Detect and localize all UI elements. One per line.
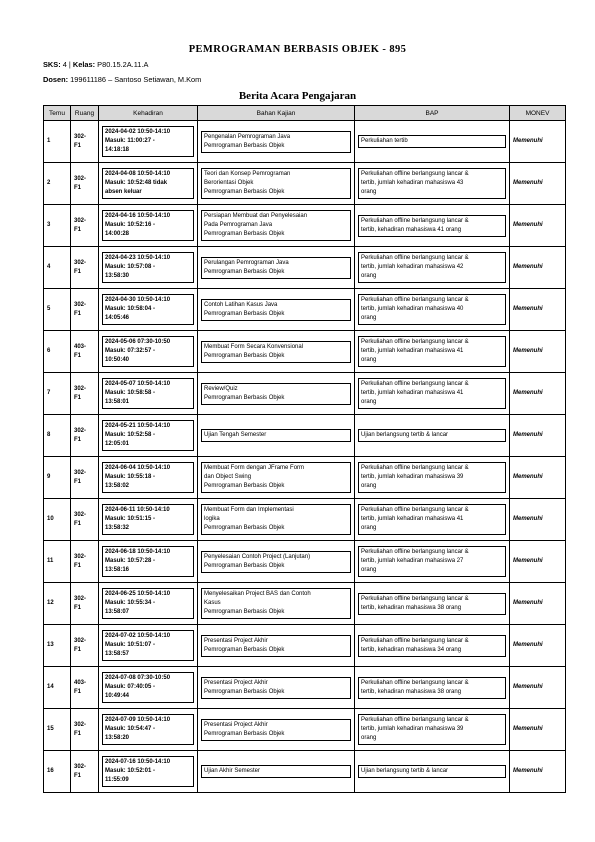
row-monev: Memenuhi bbox=[510, 247, 566, 289]
row-ruang: 302- F1 bbox=[71, 289, 99, 331]
row-bahan-kajian-text: Membuat Form Secara Konvensional Pemrograman Berbasis Objek bbox=[201, 341, 351, 363]
row-kehadiran bbox=[99, 499, 198, 541]
row-bap-text: Perkuliahan offline berlangsung lancar & tertib, jumlah kehadiran mahasiswa 42 orang bbox=[358, 252, 506, 283]
row-kehadiran bbox=[99, 205, 198, 247]
row-bap-text: Perkuliahan offline berlangsung lancar & tertib, jumlah kehadiran mahasiswa 39 orang bbox=[358, 462, 506, 493]
row-monev: Memenuhi bbox=[510, 499, 566, 541]
row-bap-text: Perkuliahan offline berlangsung lancar & tertib, kehadiran mahasiswa 38 orang bbox=[358, 593, 506, 615]
row-bap bbox=[355, 583, 510, 625]
row-bap bbox=[355, 163, 510, 205]
row-bahan-kajian-text: Teori dan Konsep Pemrograman Berorientasi Objek Pemrograman Berbasis Objek bbox=[201, 168, 351, 199]
row-temu: 7 bbox=[44, 373, 71, 415]
row-temu: 15 bbox=[44, 709, 71, 751]
row-ruang: 302- F1 bbox=[71, 583, 99, 625]
col-header-monev: MONEV bbox=[510, 106, 566, 121]
row-ruang: 403- F1 bbox=[71, 331, 99, 373]
row-bap-text: Perkuliahan offline berlangsung lancar & tertib, jumlah kehadiran mahasiswa 41 orang bbox=[358, 336, 506, 367]
row-kehadiran-text: 2024-04-02 10:50-14:10 Masuk: 11:00:27 - 14:18:18 bbox=[102, 126, 194, 157]
row-kehadiran bbox=[99, 583, 198, 625]
row-bahan-kajian bbox=[198, 583, 355, 625]
row-ruang: 302- F1 bbox=[71, 625, 99, 667]
col-header-temu: Temu bbox=[44, 106, 71, 121]
table-row bbox=[44, 751, 566, 793]
row-ruang: 302- F1 bbox=[71, 373, 99, 415]
row-kehadiran bbox=[99, 751, 198, 793]
row-ruang: 302- F1 bbox=[71, 541, 99, 583]
row-bahan-kajian-text: Presentasi Project Akhir Pemrograman Berbasis Objek bbox=[201, 635, 351, 657]
row-ruang: 302- F1 bbox=[71, 205, 99, 247]
row-monev: Memenuhi bbox=[510, 583, 566, 625]
table-row bbox=[44, 331, 566, 373]
bap-table bbox=[43, 105, 566, 793]
row-bahan-kajian-text: Membuat Form dengan JFrame Form dan Object Swing Pemrograman Berbasis Objek bbox=[201, 462, 351, 493]
row-bahan-kajian bbox=[198, 667, 355, 709]
row-monev: Memenuhi bbox=[510, 667, 566, 709]
row-bahan-kajian-text: Penyelesaian Contoh Project (Lanjutan) Pemrograman Berbasis Objek bbox=[201, 551, 351, 573]
row-bahan-kajian bbox=[198, 541, 355, 583]
row-bap bbox=[355, 247, 510, 289]
row-monev: Memenuhi bbox=[510, 541, 566, 583]
row-monev: Memenuhi bbox=[510, 331, 566, 373]
row-bap-text: Perkuliahan offline berlangsung lancar & tertib, jumlah kehadiran mahasiswa 43 orang bbox=[358, 168, 506, 199]
col-header-bahan-kajian: Bahan Kajian bbox=[198, 106, 355, 121]
row-kehadiran-text: 2024-07-08 07:30-10:50 Masuk: 07:40:05 - 10:49:44 bbox=[102, 672, 194, 703]
row-bahan-kajian bbox=[198, 163, 355, 205]
row-bahan-kajian bbox=[198, 247, 355, 289]
row-bahan-kajian-text: Ujian Akhir Semester bbox=[201, 765, 351, 778]
row-monev: Memenuhi bbox=[510, 625, 566, 667]
row-kehadiran-text: 2024-04-30 10:50-14:10 Masuk: 10:58:04 - 14:05:46 bbox=[102, 294, 194, 325]
row-ruang: 302- F1 bbox=[71, 499, 99, 541]
row-kehadiran-text: 2024-04-16 10:50-14:10 Masuk: 10:52:16 - 14:00:28 bbox=[102, 210, 194, 241]
row-bap bbox=[355, 709, 510, 751]
row-bap-text: Perkuliahan offline berlangsung lancar & tertib, jumlah kehadiran mahasiswa 39 orang bbox=[358, 714, 506, 745]
row-bap-text: Ujian berlangsung tertib & lancar bbox=[358, 429, 506, 442]
row-bap bbox=[355, 541, 510, 583]
row-kehadiran-text: 2024-04-08 10:50-14:10 Masuk: 10:52:48 tidak absen keluar bbox=[102, 168, 194, 199]
row-bahan-kajian-text: Membuat Form dan Implementasi logika Pemrograman Berbasis Objek bbox=[201, 504, 351, 535]
table-row bbox=[44, 667, 566, 709]
row-temu: 10 bbox=[44, 499, 71, 541]
dosen-label: Dosen: bbox=[43, 75, 69, 84]
row-temu: 13 bbox=[44, 625, 71, 667]
row-temu: 12 bbox=[44, 583, 71, 625]
kelas-label: Kelas: bbox=[72, 60, 96, 69]
row-bahan-kajian-text: Persiapan Membuat dan Penyelesaian Pada Pemrograman Java Pemrograman Berbasis Objek bbox=[201, 210, 351, 241]
row-kehadiran bbox=[99, 667, 198, 709]
row-temu: 11 bbox=[44, 541, 71, 583]
row-kehadiran-text: 2024-06-25 10:50-14:10 Masuk: 10:55:34 - 13:58:07 bbox=[102, 588, 194, 619]
row-temu: 8 bbox=[44, 415, 71, 457]
row-bahan-kajian bbox=[198, 373, 355, 415]
row-monev: Memenuhi bbox=[510, 751, 566, 793]
row-temu: 14 bbox=[44, 667, 71, 709]
row-temu: 5 bbox=[44, 289, 71, 331]
table-row bbox=[44, 457, 566, 499]
table-row bbox=[44, 373, 566, 415]
row-bap bbox=[355, 625, 510, 667]
row-kehadiran bbox=[99, 709, 198, 751]
row-bahan-kajian-text: Review/Quiz Pemrograman Berbasis Objek bbox=[201, 383, 351, 405]
table-row bbox=[44, 499, 566, 541]
row-kehadiran bbox=[99, 457, 198, 499]
row-kehadiran bbox=[99, 163, 198, 205]
row-bahan-kajian bbox=[198, 709, 355, 751]
section-title: Berita Acara Pengajaran bbox=[238, 90, 357, 102]
kelas-value: P80.15.2A.11.A bbox=[97, 60, 149, 69]
row-temu: 1 bbox=[44, 121, 71, 163]
row-monev: Memenuhi bbox=[510, 121, 566, 163]
row-bap bbox=[355, 373, 510, 415]
row-temu: 3 bbox=[44, 205, 71, 247]
row-bap-text: Perkuliahan offline berlangsung lancar & tertib, jumlah kehadiran mahasiswa 41 orang bbox=[358, 378, 506, 409]
row-bap-text: Ujian berlangsung tertib & lancar bbox=[358, 765, 506, 778]
row-bahan-kajian bbox=[198, 205, 355, 247]
row-ruang: 302- F1 bbox=[71, 163, 99, 205]
row-bahan-kajian-text: Ujian Tengah Semester bbox=[201, 429, 351, 442]
row-monev: Memenuhi bbox=[510, 289, 566, 331]
dosen-line bbox=[43, 75, 201, 84]
table-row bbox=[44, 163, 566, 205]
row-ruang: 403- F1 bbox=[71, 667, 99, 709]
row-bap bbox=[355, 415, 510, 457]
row-bahan-kajian-text: Contoh Latihan Kasus Java Pemrograman Berbasis Objek bbox=[201, 299, 351, 321]
separator: | bbox=[68, 60, 71, 69]
row-temu: 2 bbox=[44, 163, 71, 205]
row-ruang: 302- F1 bbox=[71, 247, 99, 289]
row-kehadiran bbox=[99, 415, 198, 457]
row-bap-text: Perkuliahan offline berlangsung lancar & tertib, jumlah kehadiran mahasiswa 41 orang bbox=[358, 504, 506, 535]
row-bap-text: Perkuliahan offline berlangsung lancar & tertib, kehadiran mahasiswa 38 orang bbox=[358, 677, 506, 699]
row-bahan-kajian bbox=[198, 499, 355, 541]
row-kehadiran-text: 2024-06-11 10:50-14:10 Masuk: 10:51:15 - 13:58:32 bbox=[102, 504, 194, 535]
row-monev: Memenuhi bbox=[510, 163, 566, 205]
row-bahan-kajian bbox=[198, 625, 355, 667]
table-row bbox=[44, 415, 566, 457]
row-bahan-kajian-text: Perulangan Pemrograman Java Pemrograman Berbasis Objek bbox=[201, 257, 351, 279]
row-bap bbox=[355, 667, 510, 709]
row-bap bbox=[355, 121, 510, 163]
row-kehadiran-text: 2024-07-09 10:50-14:10 Masuk: 10:54:47 - 13:58:20 bbox=[102, 714, 194, 745]
row-ruang: 302- F1 bbox=[71, 121, 99, 163]
col-header-bap: BAP bbox=[355, 106, 510, 121]
row-ruang: 302- F1 bbox=[71, 415, 99, 457]
sks-kelas-line bbox=[43, 60, 148, 69]
row-kehadiran bbox=[99, 121, 198, 163]
row-bahan-kajian-text: Presentasi Project Akhir Pemrograman Berbasis Objek bbox=[201, 719, 351, 741]
row-kehadiran bbox=[99, 373, 198, 415]
row-bahan-kajian bbox=[198, 415, 355, 457]
row-monev: Memenuhi bbox=[510, 457, 566, 499]
row-bap-text: Perkuliahan tertib bbox=[358, 135, 506, 148]
row-kehadiran-text: 2024-04-23 10:50-14:10 Masuk: 10:57:08 - 13:58:30 bbox=[102, 252, 194, 283]
table-header-row bbox=[44, 106, 566, 121]
row-bap bbox=[355, 289, 510, 331]
row-monev: Memenuhi bbox=[510, 373, 566, 415]
table-row bbox=[44, 583, 566, 625]
row-ruang: 302- F1 bbox=[71, 709, 99, 751]
page-title: PEMROGRAMAN BERBASIS OBJEK - 895 bbox=[188, 44, 407, 55]
row-monev: Memenuhi bbox=[510, 205, 566, 247]
row-kehadiran-text: 2024-07-02 10:50-14:10 Masuk: 10:51:07 - 13:58:57 bbox=[102, 630, 194, 661]
row-kehadiran bbox=[99, 331, 198, 373]
row-bap bbox=[355, 751, 510, 793]
row-bap-text: Perkuliahan offline berlangsung lancar & tertib, jumlah kehadiran mahasiswa 27 orang bbox=[358, 546, 506, 577]
row-kehadiran bbox=[99, 625, 198, 667]
table-row bbox=[44, 247, 566, 289]
row-kehadiran bbox=[99, 247, 198, 289]
row-bahan-kajian bbox=[198, 289, 355, 331]
row-bap bbox=[355, 499, 510, 541]
table-row bbox=[44, 121, 566, 163]
dosen-value: 199611186 – Santoso Setiawan, M.Kom bbox=[70, 75, 202, 84]
row-temu: 9 bbox=[44, 457, 71, 499]
row-kehadiran-text: 2024-06-18 10:50-14:10 Masuk: 10:57:28 - 13:58:16 bbox=[102, 546, 194, 577]
row-kehadiran-text: 2024-05-07 10:50-14:10 Masuk: 10:58:58 - 13:58:01 bbox=[102, 378, 194, 409]
row-bahan-kajian-text: Presentasi Project Akhir Pemrograman Berbasis Objek bbox=[201, 677, 351, 699]
row-monev: Memenuhi bbox=[510, 415, 566, 457]
row-temu: 4 bbox=[44, 247, 71, 289]
table-row bbox=[44, 709, 566, 751]
row-temu: 16 bbox=[44, 751, 71, 793]
sks-value: 4 bbox=[62, 60, 67, 69]
sks-label: SKS: bbox=[43, 60, 61, 69]
col-header-ruang: Ruang bbox=[71, 106, 99, 121]
col-header-kehadiran: Kehadiran bbox=[99, 106, 198, 121]
row-bap bbox=[355, 457, 510, 499]
row-kehadiran-text: 2024-05-06 07:30-10:50 Masuk: 07:32:57 - 10:50:40 bbox=[102, 336, 194, 367]
row-bahan-kajian bbox=[198, 121, 355, 163]
row-bahan-kajian-text: Menyelesaikan Project BAS dan Contoh Kasus Pemrograman Berbasis Objek bbox=[201, 588, 351, 619]
row-kehadiran bbox=[99, 289, 198, 331]
row-ruang: 302- F1 bbox=[71, 751, 99, 793]
table-row bbox=[44, 625, 566, 667]
row-kehadiran-text: 2024-07-16 10:50-14:10 Masuk: 10:52:01 - 11:55:09 bbox=[102, 756, 194, 787]
row-kehadiran-text: 2024-06-04 10:50-14:10 Masuk: 10:55:18 - 13:58:02 bbox=[102, 462, 194, 493]
row-bap-text: Perkuliahan offline berlangsung lancar & tertib, kehadiran mahasiswa 41 orang bbox=[358, 215, 506, 237]
row-bap bbox=[355, 205, 510, 247]
row-bap-text: Perkuliahan offline berlangsung lancar & tertib, kehadiran mahasiswa 34 orang bbox=[358, 635, 506, 657]
row-bahan-kajian bbox=[198, 331, 355, 373]
row-kehadiran bbox=[99, 541, 198, 583]
row-kehadiran-text: 2024-05-21 10:50-14:10 Masuk: 10:52:58 - 12:05:01 bbox=[102, 420, 194, 451]
row-temu: 6 bbox=[44, 331, 71, 373]
row-bahan-kajian-text: Pengenalan Pemrograman Java Pemrograman Berbasis Objek bbox=[201, 131, 351, 153]
table-row bbox=[44, 541, 566, 583]
table-row bbox=[44, 289, 566, 331]
table-row bbox=[44, 205, 566, 247]
row-monev: Memenuhi bbox=[510, 709, 566, 751]
row-ruang: 302- F1 bbox=[71, 457, 99, 499]
row-bap bbox=[355, 331, 510, 373]
row-bap-text: Perkuliahan offline berlangsung lancar & tertib, jumlah kehadiran mahasiswa 40 orang bbox=[358, 294, 506, 325]
row-bahan-kajian bbox=[198, 751, 355, 793]
row-bahan-kajian bbox=[198, 457, 355, 499]
